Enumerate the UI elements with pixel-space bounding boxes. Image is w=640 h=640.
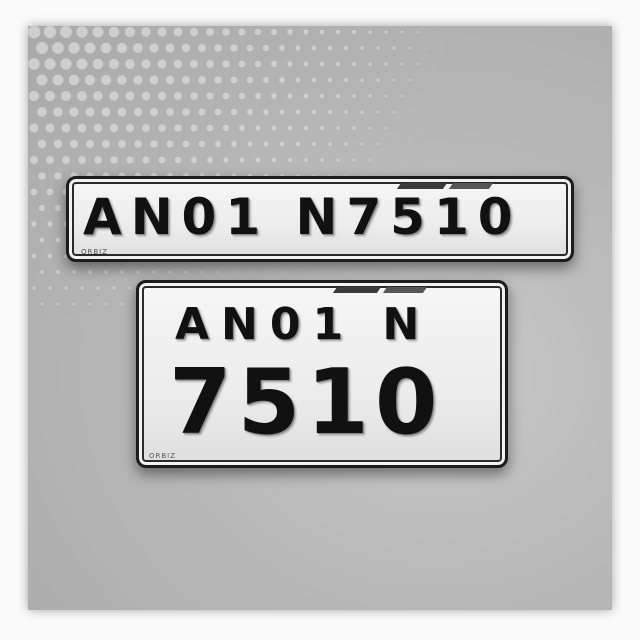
long-number-plate — [66, 176, 574, 262]
square-plate-brand: ORBIZ — [149, 452, 177, 460]
square-plate-line-1: AN01 N — [175, 299, 432, 350]
plate-accent-stripe — [383, 287, 427, 293]
square-plate-line-2: 7510 — [169, 350, 444, 455]
plate-accent-stripe — [333, 287, 381, 293]
long-plate-registration: AN01 N7510 — [83, 188, 522, 246]
long-plate-brand: ORBIZ — [81, 248, 109, 256]
square-number-plate — [136, 280, 508, 468]
photo — [28, 26, 612, 610]
